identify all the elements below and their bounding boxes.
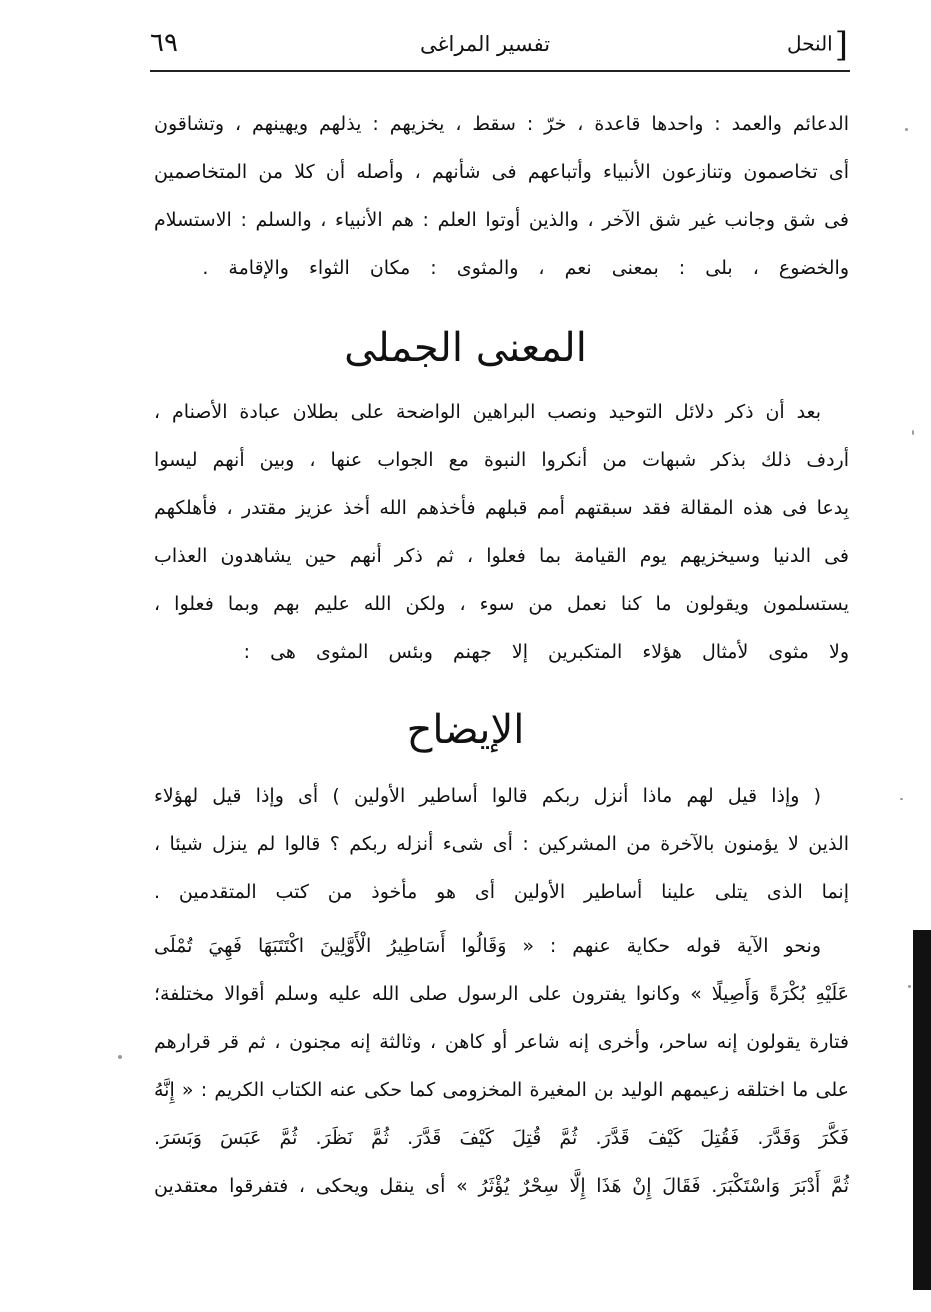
- scan-speck: [900, 798, 903, 800]
- scan-speck: [908, 985, 911, 988]
- page-header: [120, 25, 848, 80]
- paragraph-line: يستسلمون ويقولون ما كنا نعمل من سوء ، ولكن الله عليم بهم وبما فعلوا ،: [154, 593, 849, 615]
- scan-speck: [912, 430, 914, 435]
- surah-bracket: [: [834, 25, 848, 65]
- paragraph-line: ثُمَّ أَدْبَرَ وَاسْتَكْبَرَ. فَقَالَ إِنْ هَذَا إِلَّا سِحْرٌ يُؤْثَرُ » أى ينقل ويحكى ، فتفرقوا معتقدين: [154, 1175, 849, 1197]
- surah-label: النحل: [786, 31, 833, 56]
- paragraph-line: ولا مثوى لأمثال هؤلاء المتكبرين إلا جهنم وبئس المثوى هى :: [243, 641, 849, 663]
- vocabulary-paragraph: [154, 100, 849, 292]
- paragraph-line: ( وإذا قيل لهم ماذا أنزل ربكم قالوا أساطير الأولين ) أى وإذا قيل لهؤلاء: [154, 785, 821, 807]
- section-heading-explanation: الإيضاح: [406, 707, 525, 753]
- paragraph-line: بِدعا فى هذه المقالة فقد سبقتهم أمم قبلهم فأخذهم الله أخذ عزيز مقتدر ، فأهلكهم: [154, 497, 849, 519]
- general-meaning-paragraph: [154, 388, 849, 676]
- paragraph-line: على ما اختلقه زعيمهم الوليد بن المغيرة المخزومى كما حكى عنه الكتاب الكريم : « إِنَّهُ: [154, 1079, 849, 1101]
- section-heading-general-meaning: المعنى الجملى: [344, 325, 587, 371]
- paragraph-line: أردف ذلك بذكر شبهات من أنكروا النبوة مع الجواب عنها ، وبين أنهم ليسوا: [154, 449, 849, 471]
- page-number: ٦٩: [150, 28, 178, 58]
- paragraph-line: والخضوع ، بلى : بمعنى نعم ، والمثوى : مكان الثواء والإقامة .: [202, 257, 849, 279]
- paragraph-line: فَكَّرَ وَقَدَّرَ. فَقُتِلَ كَيْفَ قَدَّرَ. ثُمَّ قُتِلَ كَيْفَ قَدَّرَ. ثُمَّ نَظَرَ. ثُمَّ عَبَسَ وَبَسَرَ.: [154, 1127, 849, 1149]
- paragraph-line: فى الدنيا وسيخزيهم يوم القيامة بما فعلوا ، ثم ذكر أنهم حين يشاهدون العذاب: [154, 545, 849, 567]
- paragraph-line: إنما الذى يتلى علينا أساطير الأولين أى هو مأخوذ من كتب المتقدمين .: [154, 881, 849, 903]
- quran-citation-paragraph: [154, 922, 849, 1210]
- surah-name: [786, 25, 848, 65]
- scan-speck: [905, 128, 908, 131]
- paragraph-line: ونحو الآية قوله حكاية عنهم : « وَقَالُوا أَسَاطِيرُ الْأَوَّلِينَ اكْتَتَبَهَا فَهِيَ تُمْلَى: [154, 935, 821, 957]
- scan-speck: [118, 1055, 122, 1059]
- book-title: تفسير المراغى: [420, 32, 551, 56]
- paragraph-line: عَلَيْهِ بُكْرَةً وَأَصِيلًا » وكانوا يفترون على الرسول صلى الله عليه وسلم أقوالا مختلفة؛: [154, 983, 849, 1005]
- paragraph-line: الدعائم والعمد : واحدها قاعدة ، خرّ : سقط ، يخزيهم : يذلهم ويهينهم ، وتشاقون: [154, 113, 849, 135]
- paragraph-line: فى شق وجانب غير شق الآخر ، والذين أوتوا العلم : هم الأنبياء ، والسلم : الاستسلام: [154, 209, 849, 231]
- header-divider: [150, 70, 850, 72]
- scan-edge-shadow: [913, 930, 931, 1290]
- paragraph-line: فتارة يقولون إنه ساحر، وأخرى إنه شاعر أو كاهن ، وثالثة إنه مجنون ، ثم قر قرارهم: [154, 1031, 849, 1053]
- explanation-paragraph: [154, 772, 849, 916]
- paragraph-line: الذين لا يؤمنون بالآخرة من المشركين : أى شىء أنزله ربكم ؟ قالوا لم ينزل شيئا ،: [154, 833, 849, 855]
- paragraph-line: بعد أن ذكر دلائل التوحيد ونصب البراهين الواضحة على بطلان عبادة الأصنام ،: [154, 401, 821, 423]
- paragraph-line: أى تخاصمون وتنازعون الأنبياء وأتباعهم فى شأنهم ، وأصله أن كلا من المتخاصمين: [154, 161, 849, 183]
